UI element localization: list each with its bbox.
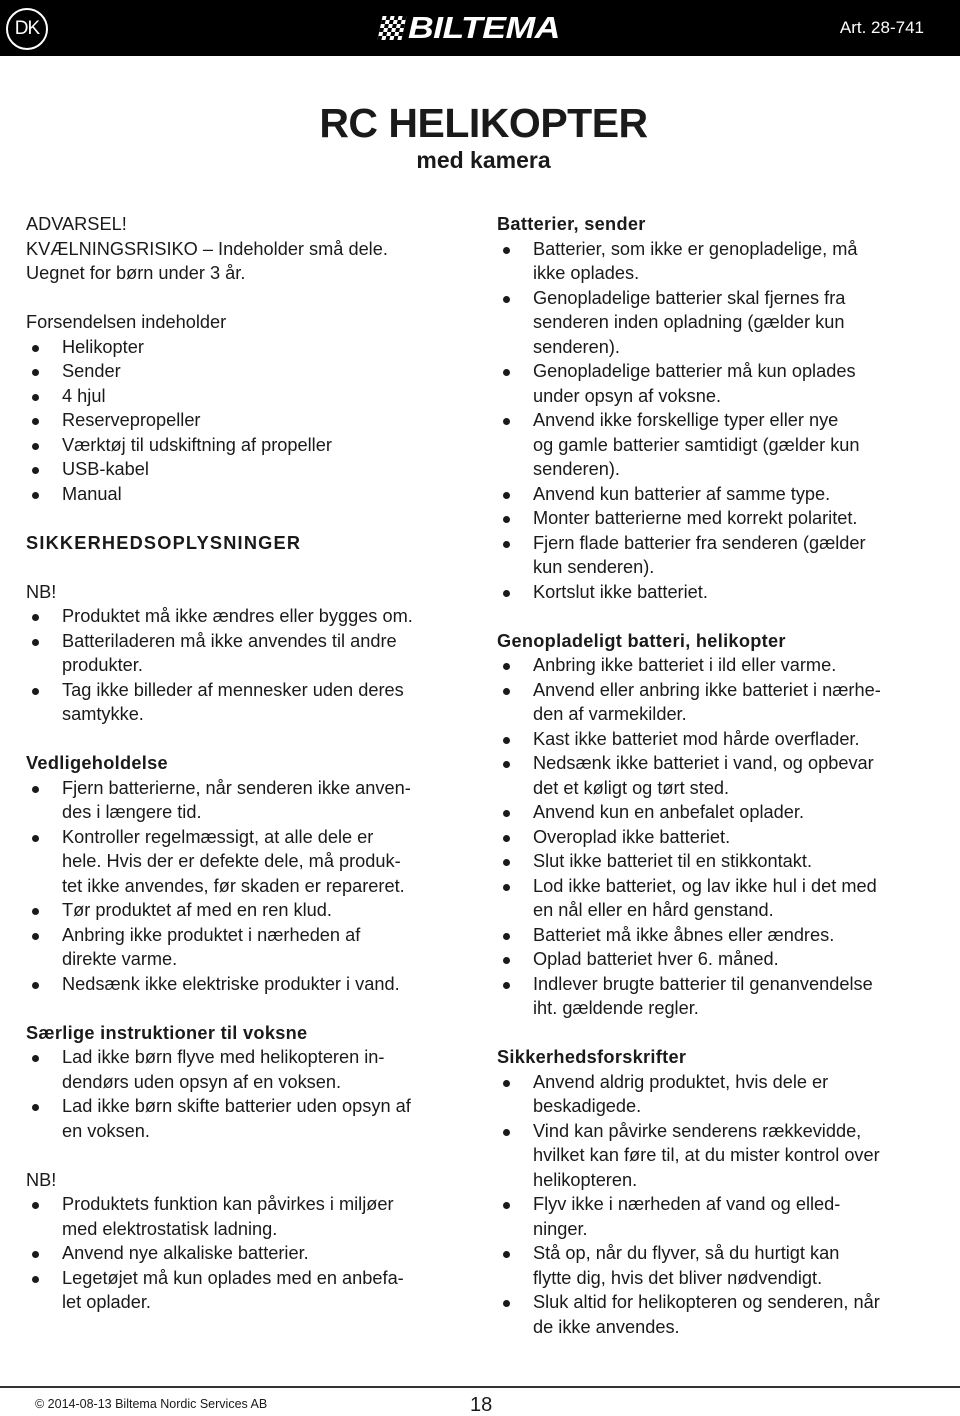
list-item — [497, 1070, 942, 1095]
list-item-text: Oplad batteriet hver 6. måned. — [533, 949, 779, 969]
bullet-icon — [32, 1055, 39, 1062]
list-item — [26, 408, 471, 433]
list-item — [26, 1241, 471, 1266]
list-item-text: Legetøjet må kun oplades med en anbefa- — [62, 1267, 404, 1288]
list-item — [497, 923, 942, 948]
list-item — [497, 237, 942, 262]
bullet-icon — [32, 394, 39, 401]
list-item-text: Genopladelige batterier skal fjernes fra — [533, 287, 846, 308]
list-item-text: Kontroller regelmæssigt, at alle dele er — [62, 826, 374, 847]
bullet-icon — [32, 492, 39, 499]
list-item — [26, 335, 471, 360]
list-item-text: Genopladelige batterier må kun oplades — [533, 361, 856, 381]
list-item-continuation: under opsyn af voksne. — [533, 385, 722, 406]
bullet-icon — [503, 761, 510, 768]
list-item-text: Lad ikke børn flyve med helikopteren in- — [62, 1047, 385, 1067]
list-item-text: Reservepropeller — [62, 410, 201, 430]
list-item-text: Anbring ikke produktet i nærheden af — [62, 924, 361, 945]
list-item-continuation: senderen inden opladning (gælder kun — [533, 312, 845, 332]
list-item — [497, 531, 942, 556]
nb-label: NB! — [26, 581, 57, 602]
bullet-icon — [32, 443, 39, 450]
list-item — [26, 433, 471, 458]
list-item — [26, 825, 471, 850]
list-item-continuation: ninger. — [533, 1218, 588, 1239]
list-item-continuation: tet ikke anvendes, før skaden er repareret. — [62, 875, 405, 896]
list-item-continuation: iht. gældende regler. — [533, 998, 699, 1018]
list-item — [26, 359, 471, 384]
list-item-continuation: en voksen. — [62, 1120, 150, 1141]
list-item — [26, 1094, 471, 1119]
list-item — [497, 678, 942, 703]
list-item-text: Stå op, når du flyver, så du hurtigt kan — [533, 1243, 840, 1263]
list-item-continuation: og gamle batterier samtidigt (gælder kun — [533, 434, 860, 455]
nb-list — [26, 604, 471, 727]
heli-battery-list — [497, 653, 942, 1021]
list-item — [26, 898, 471, 923]
list-item-continuation: senderen). — [533, 459, 620, 479]
bullet-icon — [32, 1276, 39, 1283]
adult-list — [26, 1045, 471, 1143]
page-subtitle: med kamera — [416, 147, 551, 173]
contents-list — [26, 335, 471, 507]
list-item — [497, 482, 942, 507]
list-item — [26, 972, 471, 997]
bullet-icon — [32, 467, 39, 474]
list-item — [26, 1045, 471, 1070]
bullet-icon — [503, 810, 510, 817]
bullet-icon — [503, 492, 510, 499]
bullet-icon — [503, 933, 510, 940]
section-heading-safety-rules: Sikkerhedsforskrifter — [497, 1047, 687, 1067]
bullet-icon — [503, 369, 510, 376]
list-item — [26, 629, 471, 654]
list-item-text: Anvend kun en anbefalet oplader. — [533, 802, 805, 822]
list-item-text: Lod ikke batteriet, og lav ikke hul i det med — [533, 875, 877, 896]
list-item-continuation: en nål eller en hård genstand. — [533, 900, 774, 920]
list-item-continuation: let oplader. — [62, 1292, 151, 1312]
list-item-text: Flyv ikke i nærheden af vand og elled- — [533, 1194, 841, 1214]
bullet-icon — [32, 1202, 39, 1209]
section-heading-adult: Særlige instruktioner til voksne — [26, 1022, 308, 1043]
list-item — [26, 384, 471, 409]
bullet-icon — [503, 982, 510, 989]
list-item-text: Lad ikke børn skifte batterier uden opsyn af — [62, 1096, 411, 1116]
list-item — [497, 1290, 942, 1315]
list-item-text: Manual — [62, 483, 122, 504]
list-item-continuation: den af varmekilder. — [533, 704, 687, 724]
list-item — [497, 727, 942, 752]
list-item-text: Fjern batterierne, når senderen ikke anven- — [62, 777, 411, 798]
bullet-icon — [32, 639, 39, 646]
list-item-text: Overoplad ikke batteriet. — [533, 826, 731, 847]
list-item-continuation: hvilket kan føre til, at du mister kontrol over — [533, 1145, 880, 1165]
list-item-text: Anbring ikke batteriet i ild eller varme. — [533, 655, 837, 675]
list-item-text: Batterier, som ikke er genopladelige, må — [533, 238, 858, 259]
bullet-icon — [32, 345, 39, 352]
list-item-text: Anvend nye alkaliske batterier. — [62, 1243, 309, 1263]
list-item — [26, 776, 471, 801]
list-item-text: Værktøj til udskiftning af propeller — [62, 434, 332, 455]
list-item-continuation: de ikke anvendes. — [533, 1316, 680, 1337]
list-item-text: Produktets funktion kan påvirkes i miljøer — [62, 1194, 394, 1214]
page-title: RC HELIKOPTER — [319, 100, 648, 146]
list-item-continuation: flytte dig, hvis det bliver nødvendigt. — [533, 1267, 823, 1288]
bullet-icon — [503, 296, 510, 303]
list-item-text: Slut ikke batteriet til en stikkontakt. — [533, 851, 813, 871]
list-item-text: Fjern flade batterier fra senderen (gælder — [533, 532, 866, 553]
bullet-icon — [503, 1080, 510, 1087]
page-number: 18 — [470, 1394, 493, 1416]
section-heading-heli-battery: Genopladeligt batteri, helikopter — [497, 630, 786, 651]
list-item-continuation: helikopteren. — [533, 1169, 638, 1190]
bullet-icon — [32, 1251, 39, 1258]
list-item-text: Produktet må ikke ændres eller bygges om. — [62, 606, 413, 626]
bullet-icon — [503, 663, 510, 670]
list-item-text: Nedsænk ikke elektriske produkter i vand. — [62, 973, 400, 994]
bullet-icon — [503, 884, 510, 891]
list-item — [26, 1192, 471, 1217]
biltema-logo — [380, 10, 560, 45]
bullet-icon — [32, 688, 39, 695]
list-item-text: Anvend kun batterier af samme type. — [533, 483, 831, 504]
list-item — [497, 947, 942, 972]
list-item — [497, 1192, 942, 1217]
list-item-continuation: kun senderen). — [533, 557, 655, 577]
logo-text: BILTEMA — [408, 10, 560, 45]
list-item — [497, 849, 942, 874]
nb-list — [26, 1192, 471, 1315]
list-item-text: Helikopter — [62, 336, 144, 357]
list-item-continuation: senderen). — [533, 336, 620, 357]
list-item — [497, 1119, 942, 1144]
warning-text: Uegnet for børn under 3 år. — [26, 263, 246, 283]
list-item-continuation: direkte varme. — [62, 949, 178, 969]
list-item-text: 4 hjul — [62, 385, 106, 406]
maintenance-list — [26, 776, 471, 997]
list-item-text: Tør produktet af med en ren klud. — [62, 900, 332, 920]
section-heading-contents: Forsendelsen indeholder — [26, 312, 227, 332]
bullet-icon — [503, 418, 510, 425]
list-item — [497, 1241, 942, 1266]
right-column — [497, 212, 942, 1339]
bullet-icon — [503, 590, 510, 597]
checkered-flag-icon — [377, 16, 406, 40]
list-item — [497, 286, 942, 311]
footer-divider — [0, 1386, 960, 1388]
warning-title: ADVARSEL! — [26, 214, 127, 234]
bullet-icon — [32, 982, 39, 989]
list-item-continuation: det et køligt og tørt sted. — [533, 777, 730, 798]
list-item — [497, 653, 942, 678]
list-item — [497, 359, 942, 384]
bullet-icon — [503, 1300, 510, 1307]
bullet-icon — [503, 247, 510, 254]
list-item — [497, 408, 942, 433]
list-item — [26, 482, 471, 507]
list-item-text: Kast ikke batteriet mod hårde overflader. — [533, 728, 860, 749]
list-item — [497, 972, 942, 997]
bullet-icon — [503, 859, 510, 866]
section-heading-maintenance: Vedligeholdelse — [26, 753, 168, 773]
warning-text: KVÆLNINGSRISIKO – Indeholder små dele. — [26, 238, 388, 259]
bullet-icon — [32, 835, 39, 842]
bullet-icon — [503, 516, 510, 523]
list-item-text: USB-kabel — [62, 459, 149, 479]
list-item-continuation: hele. Hvis der er defekte dele, må produk- — [62, 851, 401, 871]
list-item-continuation: beskadigede. — [533, 1096, 642, 1116]
list-item-continuation: ikke oplades. — [533, 263, 640, 283]
bullet-icon — [503, 835, 510, 842]
list-item-text: Sender — [62, 361, 121, 381]
list-item-continuation: des i længere tid. — [62, 802, 202, 822]
list-item-text: Nedsænk ikke batteriet i vand, og opbevar — [533, 753, 874, 773]
list-item-continuation: samtykke. — [62, 704, 144, 724]
list-item-text: Batteriladeren må ikke anvendes til andre — [62, 630, 397, 651]
list-item — [497, 874, 942, 899]
list-item-text: Indlever brugte batterier til genanvendelse — [533, 973, 873, 994]
language-badge: DK — [6, 8, 48, 50]
bullet-icon — [32, 418, 39, 425]
bullet-icon — [503, 737, 510, 744]
list-item-text: Anvend eller anbring ikke batteriet i nærhe- — [533, 679, 881, 700]
list-item — [26, 923, 471, 948]
nb-label: NB! — [26, 1169, 57, 1190]
bullet-icon — [32, 614, 39, 621]
sender-battery-list — [497, 237, 942, 605]
bullet-icon — [503, 1129, 510, 1136]
bullet-icon — [32, 908, 39, 915]
bullet-icon — [32, 369, 39, 376]
list-item-text: Vind kan påvirke senderens rækkevidde, — [533, 1120, 862, 1141]
bullet-icon — [32, 933, 39, 940]
list-item-text: Kortslut ikke batteriet. — [533, 581, 708, 602]
bullet-icon — [32, 786, 39, 793]
list-item — [26, 1266, 471, 1291]
bullet-icon — [503, 957, 510, 964]
page-header — [0, 0, 960, 56]
list-item-text: Anvend ikke forskellige typer eller nye — [533, 410, 839, 430]
section-heading-sender-batteries: Batterier, sender — [497, 214, 646, 234]
left-column — [26, 212, 471, 1315]
list-item — [26, 457, 471, 482]
list-item-continuation: dendørs uden opsyn af en voksen. — [62, 1071, 342, 1092]
list-item — [26, 604, 471, 629]
bullet-icon — [503, 688, 510, 695]
list-item-text: Tag ikke billeder af mennesker uden deres — [62, 679, 404, 700]
bullet-icon — [503, 1251, 510, 1258]
list-item-continuation: med elektrostatisk ladning. — [62, 1218, 278, 1239]
list-item — [497, 751, 942, 776]
bullet-icon — [503, 1202, 510, 1209]
copyright: © 2014-08-13 Biltema Nordic Services AB — [35, 1397, 268, 1411]
list-item — [497, 580, 942, 605]
list-item-text: Monter batterierne med korrekt polaritet. — [533, 508, 858, 528]
bullet-icon — [32, 1104, 39, 1111]
list-item — [497, 800, 942, 825]
section-heading-safety: SIKKERHEDSOPLYSNINGER — [26, 532, 302, 553]
list-item — [497, 825, 942, 850]
list-item-text: Batteriet må ikke åbnes eller ændres. — [533, 924, 835, 945]
list-item-text: Anvend aldrig produktet, hvis dele er — [533, 1071, 829, 1092]
list-item — [26, 678, 471, 703]
list-item — [497, 506, 942, 531]
list-item-continuation: produkter. — [62, 655, 143, 675]
bullet-icon — [503, 541, 510, 548]
article-number: Art. 28-741 — [839, 18, 924, 37]
safety-rules-list — [497, 1070, 942, 1340]
list-item-text: Sluk altid for helikopteren og senderen, når — [533, 1292, 880, 1312]
